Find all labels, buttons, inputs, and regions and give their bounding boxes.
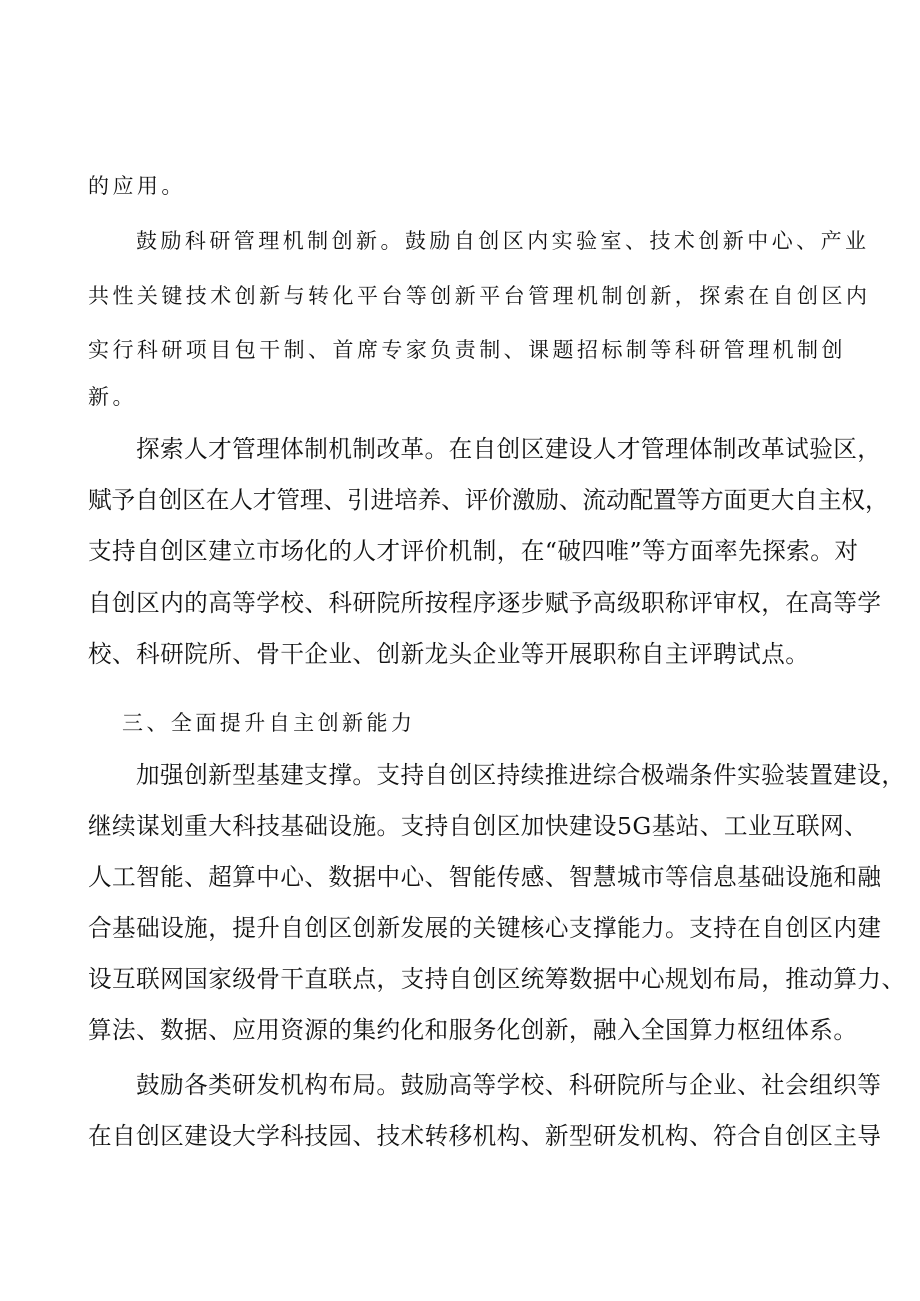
paragraph-line: 自创区内的高等学校、科研院所按程序逐步赋予高级职称评审权，在高等学 [88, 589, 882, 617]
paragraph-line: 的应用。 [88, 174, 186, 198]
paragraph-line: 鼓励各类研发机构布局。鼓励高等学校、科研院所与企业、社会组织等 [136, 1071, 882, 1099]
paragraph-line: 人工智能、超算中心、数据中心、智能传感、智慧城市等信息基础设施和融 [88, 863, 882, 891]
paragraph-line: 设互联网国家级骨干直联点，支持自创区统筹数据中心规划布局，推动算力、 [88, 965, 906, 993]
paragraph-line: 合基础设施，提升自创区创新发展的关键核心支撑能力。支持在自创区内建 [88, 914, 882, 942]
paragraph-line: 赋予自创区在人才管理、引进培养、评价激励、流动配置等方面更大自主权， [88, 486, 889, 514]
paragraph-line: 校、科研院所、骨干企业、创新龙头企业等开展职称自主评聘试点。 [88, 640, 810, 668]
paragraph-line: 在自创区建设大学科技园、技术转移机构、新型研发机构、符合自创区主导 [88, 1122, 882, 1150]
section-heading: 三、全面提升自主创新能力 [122, 711, 416, 735]
paragraph-line: 算法、数据、应用资源的集约化和服务化创新，融入全国算力枢纽体系。 [88, 1016, 858, 1044]
paragraph-line: 支持自创区建立市场化的人才评价机制，在“破四唯”等方面率先探索。对 [88, 537, 859, 565]
paragraph-line: 继续谋划重大科技基础设施。支持自创区加快建设5G基站、工业互联网、 [88, 812, 869, 840]
paragraph-line: 实行科研项目包干制、首席专家负责制、课题招标制等科研管理机制创 [88, 338, 846, 362]
paragraph-line: 新。 [88, 385, 137, 409]
paragraph-line: 鼓励科研管理机制创新。鼓励自创区内实验室、技术创新中心、产业 [136, 229, 870, 253]
paragraph-line: 共性关键技术创新与转化平台等创新平台管理机制创新，探索在自创区内 [88, 284, 871, 308]
paragraph-line: 加强创新型基建支撑。支持自创区持续推进综合极端条件实验装置建设， [136, 761, 906, 789]
paragraph-line: 探索人才管理体制机制改革。在自创区建设人才管理体制改革试验区， [136, 435, 882, 463]
